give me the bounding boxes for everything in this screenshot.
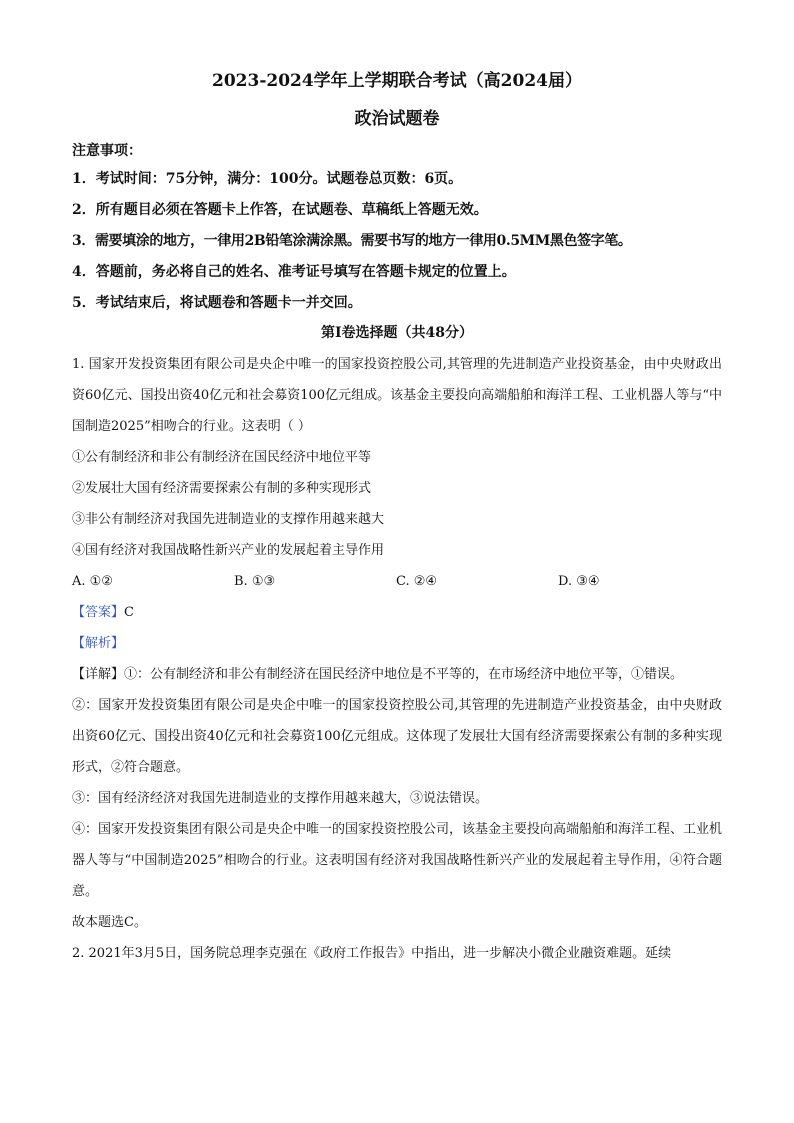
detail-2: ②：国家开发投资集团有限公司是央企中唯一的国家投资控股公司,其管理的先进制造产业投资基金，由中央财政出资60亿元、国投出资40亿元和社会募资100亿元组成。这体现了发展壮大国有经济需要探索公有制的多种实现形式，②符合题意。	[72, 698, 722, 775]
detail-1-text: ①：公有制经济和非公有制经济在国民经济中地位是不平等的，在市场经济中地位平等，①错误。	[124, 667, 684, 682]
notice-item-4: 4．答题前，务必将自己的姓名、准考证号填写在答题卡规定的位置上。	[72, 264, 516, 280]
exam-page	[72, 68, 722, 969]
analysis-line	[72, 628, 722, 659]
section-title: 第Ⅰ卷选择题（共48分）	[320, 325, 474, 341]
notice-item-3: 3．需要填涂的地方，一律用2B铅笔涂满涂黑。需要书写的地方一律用0.5MM黑色签字笔。	[72, 233, 632, 249]
detail-3: ③：国有经济经济对我国先进制造业的支撑作用越来越大，③说法错误。	[72, 791, 489, 806]
question-1-statement-2: ②发展壮大国有经济需要探索公有制的多种实现形式	[72, 481, 372, 496]
analysis-tag: 【解析】	[72, 636, 125, 651]
notice-item-5: 5．考试结束后，将试题卷和答题卡一并交回。	[72, 295, 362, 311]
conclusion: 故本题选C。	[72, 915, 147, 930]
exam-subtitle: 政治试题卷	[354, 109, 440, 129]
choice-c: C. ②④	[396, 574, 438, 589]
question-1-statement-3: ③非公有制经济对我国先进制造业的支撑作用越来越大	[72, 512, 385, 527]
answer-tag: 【答案】	[72, 605, 125, 620]
question-1-stem: 1. 国家开发投资集团有限公司是央企中唯一的国家投资控股公司,其管理的先进制造产业投资基金，由中央财政出资60亿元、国投出资40亿元和社会募资100亿元组成。该基金主要投向高端船舶和海洋工程、工业机器人等与“中国制造2025”相吻合的行业。这表明（ ）	[72, 357, 722, 434]
exam-title: 2023-2024学年上学期联合考试（高2024届）	[212, 71, 582, 91]
choice-d: D. ③④	[558, 574, 600, 589]
choice-b: B. ①③	[234, 574, 276, 589]
question-1-choices	[72, 566, 722, 597]
notice-heading: 注意事项：	[72, 143, 142, 159]
question-2-stem: 2. 2021年3月5日，国务院总理李克强在《政府工作报告》中指出，进一步解决小微企业融资难题。延续	[72, 946, 672, 961]
choice-a: A. ①②	[72, 574, 113, 589]
answer-value: C	[124, 605, 134, 620]
answer-line	[72, 597, 722, 628]
notice-item-1: 1．考试时间：75分钟，满分：100分。试题卷总页数：6页。	[72, 171, 463, 187]
question-1-statement-4: ④国有经济对我国战略性新兴产业的发展起着主导作用	[72, 543, 385, 558]
detail-4: ④：国家开发投资集团有限公司是央企中唯一的国家投资控股公司，该基金主要投向高端船舶和海洋工程、工业机器人等与“中国制造2025”相吻合的行业。这表明国有经济对我国战略性新兴产业的发展起着主导作用，④符合题意。	[72, 822, 723, 899]
notice-item-2: 2．所有题目必须在答题卡上作答，在试题卷、草稿纸上答题无效。	[72, 202, 488, 218]
question-1-statement-1: ①公有制经济和非公有制经济在国民经济中地位平等	[72, 450, 372, 465]
detail-tag: 【详解】	[72, 667, 125, 682]
detail-1	[72, 659, 722, 690]
